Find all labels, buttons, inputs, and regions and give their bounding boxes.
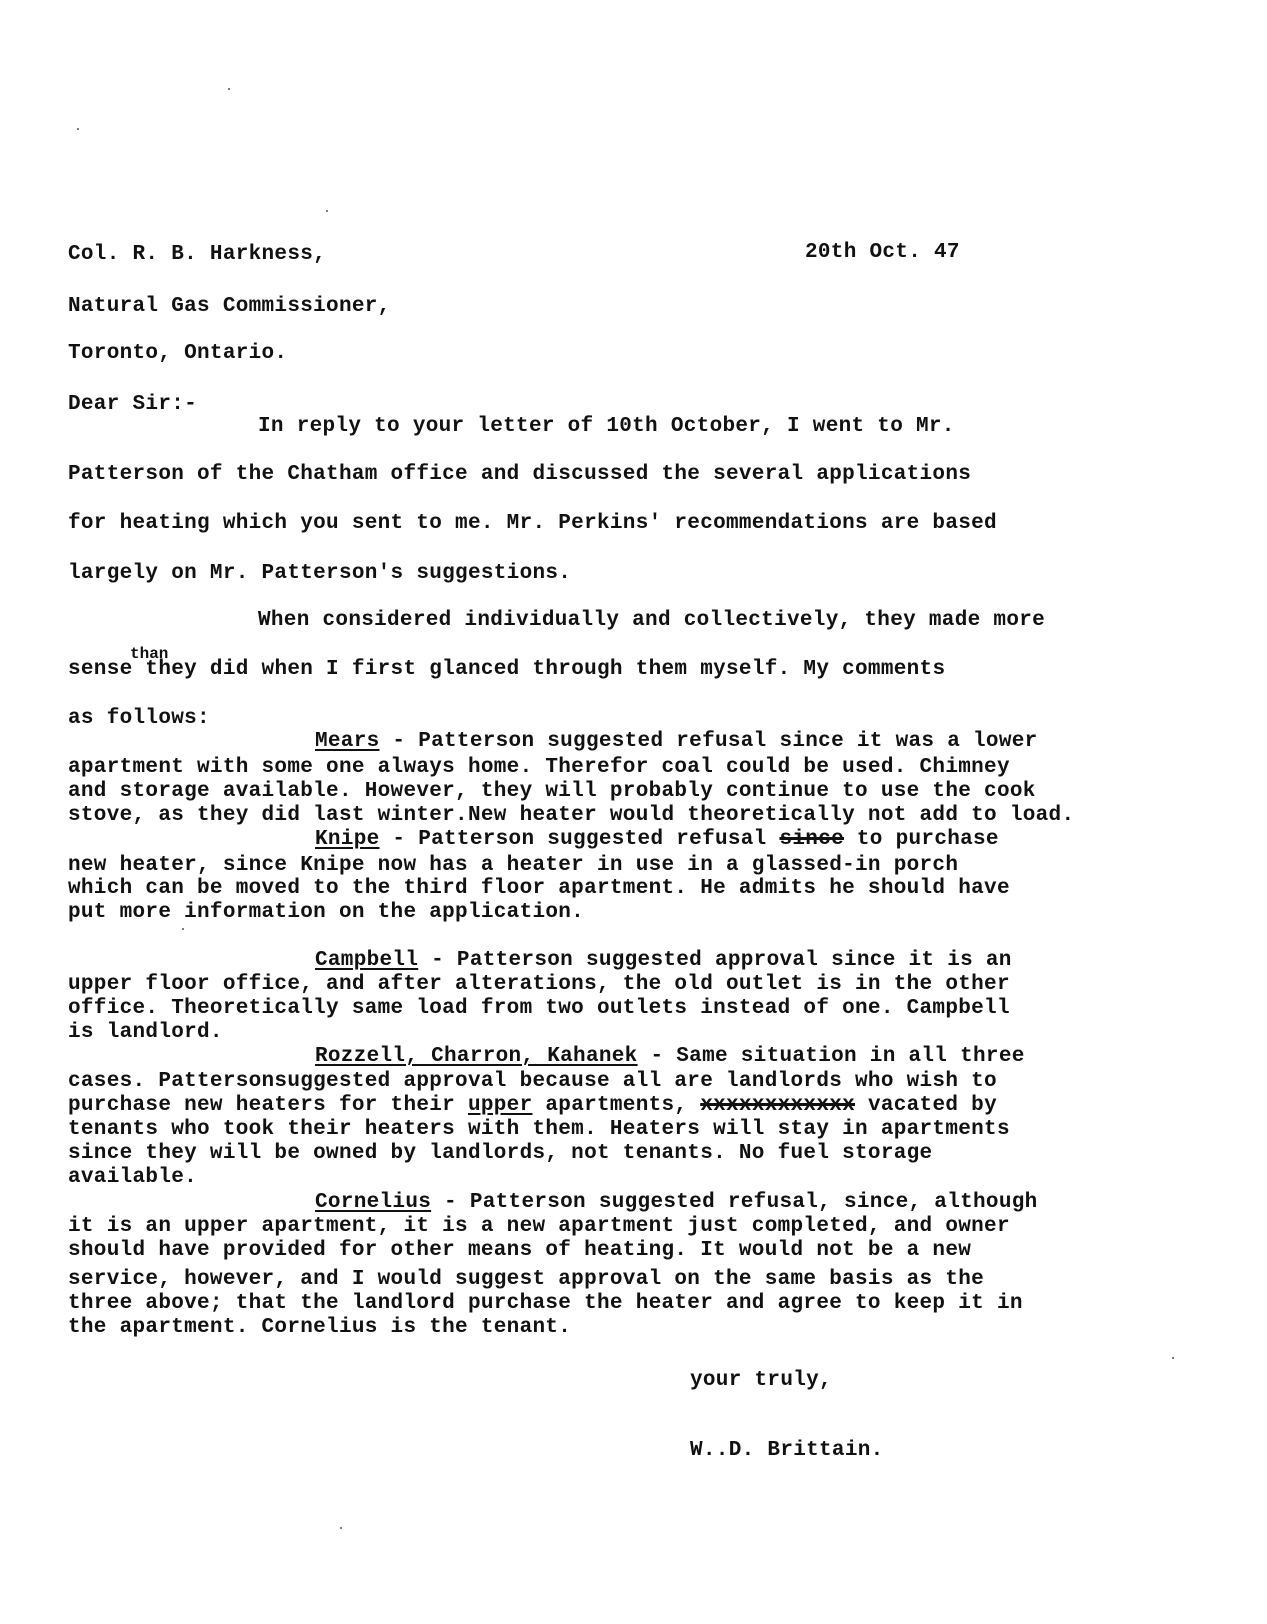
intro-line: In reply to your letter of 10th October, I went to Mr.	[258, 415, 955, 438]
letter-date: 20th Oct. 47	[805, 241, 960, 264]
case-cornelius-line: the apartment. Cornelius is the tenant.	[68, 1316, 572, 1339]
scan-speck	[340, 1527, 342, 1529]
case-name-knipe: Knipe	[315, 828, 380, 851]
para2-line	[68, 658, 945, 682]
case-cornelius-line: three above; that the landlord purchase the heater and agree to keep it in	[68, 1292, 1023, 1315]
scan-speck	[182, 928, 184, 930]
case-cornelius-line: should have provided for other means of heating. It would not be a new	[68, 1239, 972, 1262]
closing: your truly,	[690, 1369, 832, 1392]
case-rozzell-line: tenants who took their heaters with them. Heaters will stay in apartments	[68, 1118, 1010, 1141]
case-cornelius-line: it is an upper apartment, it is a new apartment just completed, and owner	[68, 1215, 1010, 1238]
case-name-mears: Mears	[315, 730, 380, 753]
addressee-title: Natural Gas Commissioner,	[68, 295, 391, 318]
case-cornelius-line: service, however, and I would suggest approval on the same basis as the	[68, 1268, 985, 1291]
case-name-campbell: Campbell	[315, 949, 419, 972]
case-mears-line: and storage available. However, they will probably continue to use the cook	[68, 780, 1036, 803]
salutation: Dear Sir:-	[68, 393, 198, 416]
case-knipe-line: new heater, since Knipe now has a heater in use in a glassed-in porch	[68, 854, 959, 877]
case-mears-line: Mears - Patterson suggested refusal since it was a lower	[315, 730, 1038, 753]
case-knipe-line: Knipe - Patterson suggested refusal since to purchase	[315, 828, 999, 851]
case-rozzell-line: purchase new heaters for their upper apartments, xxxxxxxxxxxx vacated by	[68, 1094, 997, 1117]
signature: W..D. Brittain.	[690, 1439, 884, 1462]
case-mears-line: apartment with some one always home. Therefor coal could be used. Chimney	[68, 756, 1010, 779]
case-campbell-line: is landlord.	[68, 1021, 223, 1044]
scan-speck	[1172, 1357, 1174, 1359]
case-campbell-line: office. Theoretically same load from two outlets instead of one. Campbell	[68, 997, 1010, 1020]
para2-line: as follows:	[68, 707, 210, 730]
case-campbell-line: upper floor office, and after alterations, the old outlet is in the other	[68, 973, 1010, 996]
underlined-word: upper	[467, 1094, 533, 1117]
intro-line: Patterson of the Chatham office and discussed the several applications	[68, 463, 972, 486]
scan-speck	[228, 88, 230, 90]
case-campbell-line: Campbell - Patterson suggested approval since it is an	[315, 949, 1012, 972]
case-name-cornelius: Cornelius	[315, 1191, 432, 1214]
case-rozzell-line: since they will be owned by landlords, not tenants. No fuel storage	[68, 1142, 933, 1165]
scan-speck	[77, 128, 79, 130]
case-rozzell-line: available.	[68, 1166, 198, 1189]
intro-line: for heating which you sent to me. Mr. Perkins' recommendations are based	[68, 512, 997, 535]
case-name-rozzell: Rozzell, Charron, Kahanek	[315, 1045, 638, 1068]
addressee-name: Col. R. B. Harkness,	[68, 243, 327, 266]
handwritten-insertion: than	[130, 645, 169, 663]
case-rozzell-line: Rozzell, Charron, Kahanek - Same situation in all three	[315, 1045, 1025, 1068]
struck-word: since	[779, 828, 844, 851]
case-cornelius-line: Cornelius - Patterson suggested refusal, since, although	[315, 1191, 1038, 1214]
addressee-city: Toronto, Ontario.	[68, 342, 288, 365]
case-knipe-line: put more information on the application.	[68, 901, 585, 924]
para2-line: When considered individually and collectively, they made more	[258, 609, 1046, 632]
para2-start: sense	[68, 658, 146, 681]
scan-speck	[326, 210, 328, 212]
intro-line: largely on Mr. Patterson's suggestions.	[68, 562, 572, 585]
case-mears-line: stove, as they did last winter.New heater would theoretically not add to load.	[68, 804, 1075, 827]
case-rozzell-line: cases. Pattersonsuggested approval because all are landlords who wish to	[68, 1070, 997, 1093]
struck-text: xxxxxxxxxxxx	[700, 1094, 856, 1117]
para2-rest: they did when I first glanced through them myself. My comments	[145, 658, 946, 681]
case-knipe-line: which can be moved to the third floor apartment. He admits he should have	[68, 877, 1010, 900]
